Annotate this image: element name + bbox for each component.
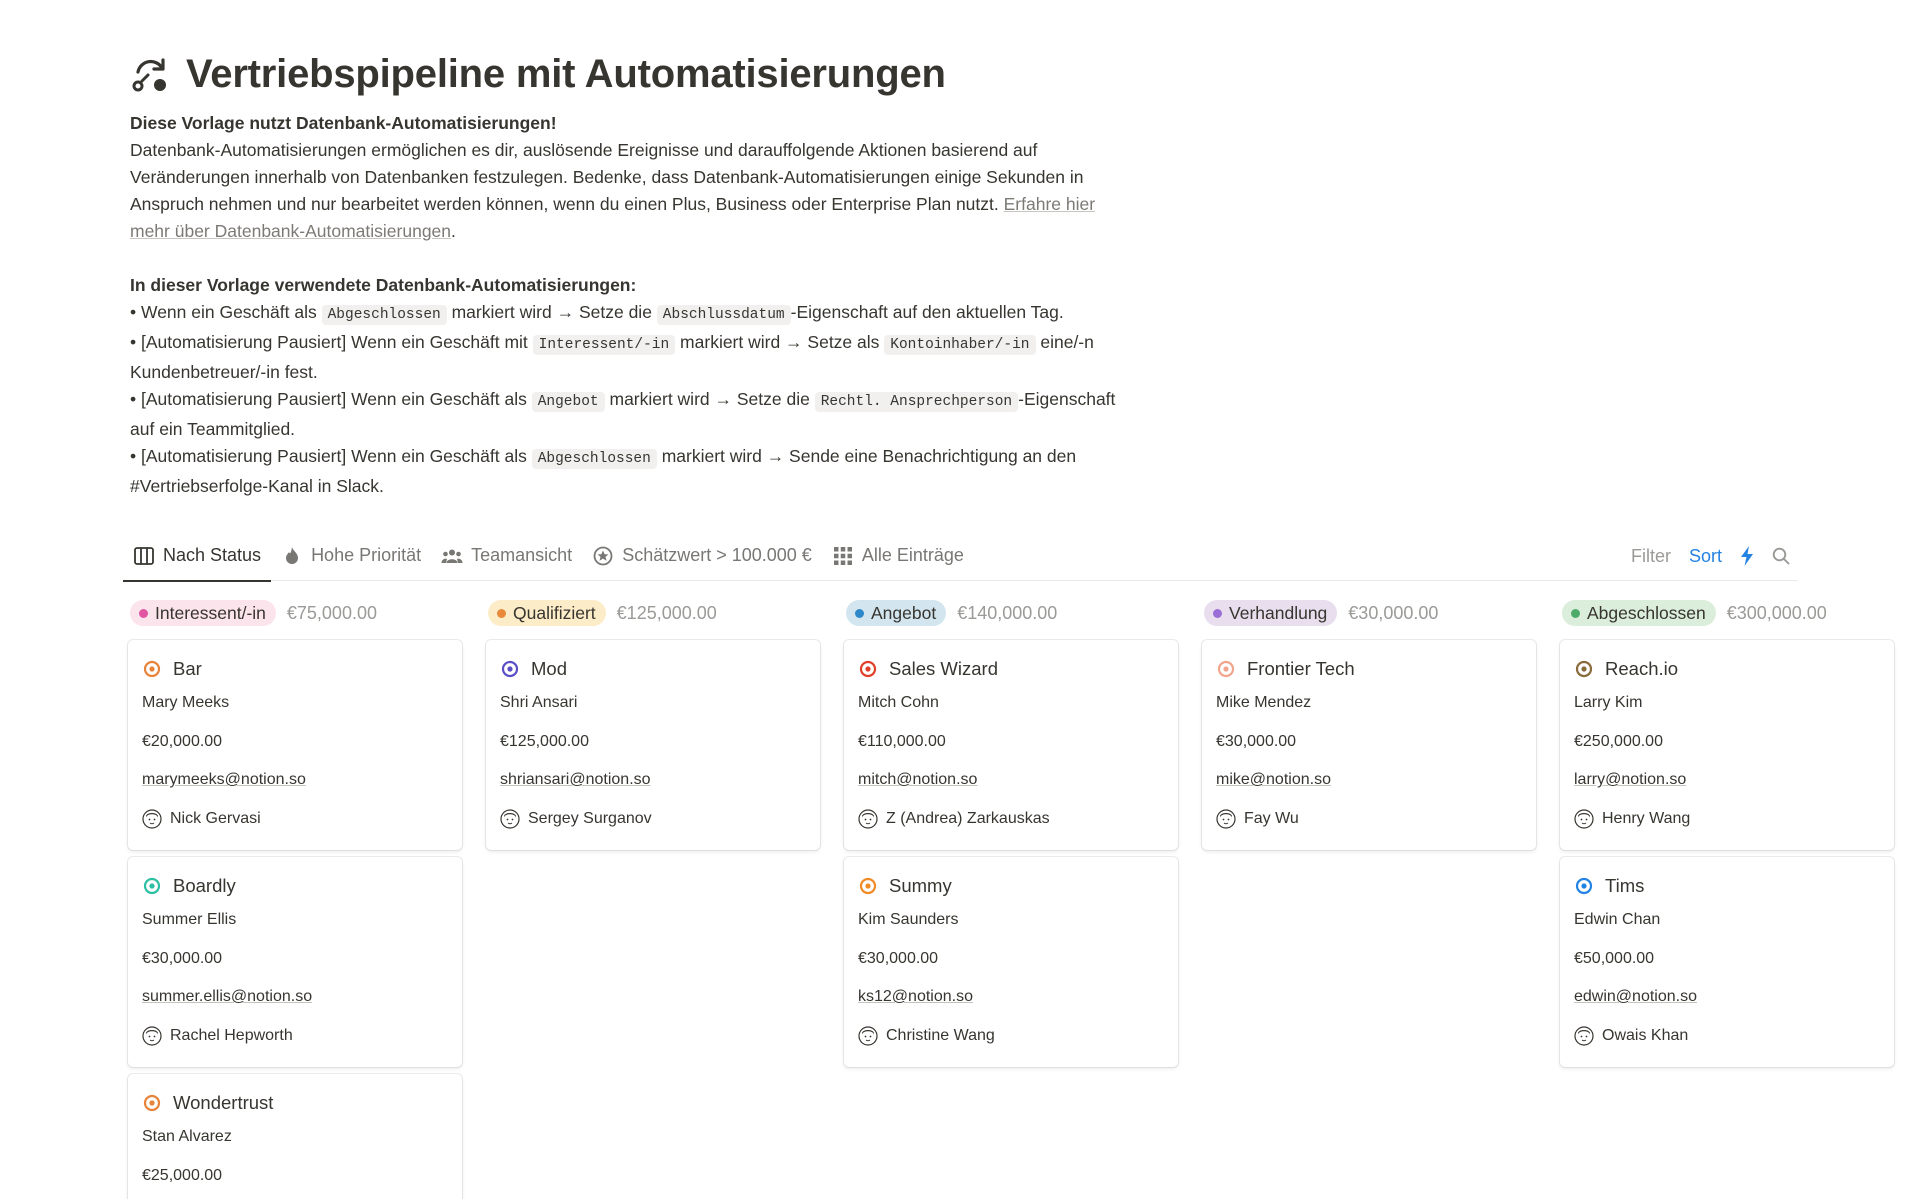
tab-label: Teamansicht: [471, 545, 573, 565]
contact-name: Kim Saunders: [858, 911, 959, 929]
card-title: [142, 871, 448, 901]
owner-row: [858, 1017, 1164, 1056]
owner-row: [500, 800, 806, 839]
badge-icon: [592, 545, 614, 567]
tab-label: Schätzwert > 100.000 €: [622, 545, 812, 565]
fire-icon: [281, 545, 303, 567]
bar-logo-icon: [142, 659, 162, 679]
column-sum: €140,000.00: [957, 602, 1058, 623]
column-header: [1560, 594, 1894, 632]
status-dot: [1571, 609, 1580, 618]
owner-row: [1574, 800, 1880, 839]
deal-value: €30,000.00: [142, 949, 223, 967]
automation-lightning-icon[interactable]: [1740, 546, 1754, 566]
card-list: [844, 640, 1178, 1067]
rule-text: eine/-n Kundenbetreuer/-in fest.: [130, 332, 1094, 382]
status-dot: [139, 609, 148, 618]
email-row: [1574, 761, 1880, 800]
owner-name: Sergey Surganov: [528, 809, 652, 827]
board-column: [486, 594, 820, 1199]
contact-name: Summer Ellis: [142, 911, 237, 929]
contact-name: Shri Ansari: [500, 694, 578, 712]
people-icon: [441, 545, 463, 567]
sort-button[interactable]: Sort: [1688, 545, 1722, 566]
status-pill[interactable]: [1562, 600, 1716, 626]
card-title: [1216, 654, 1522, 684]
contact-email[interactable]: mitch@notion.so: [858, 771, 978, 789]
deal-value: €125,000.00: [500, 732, 589, 750]
contact-email[interactable]: larry@notion.so: [1574, 771, 1687, 789]
status-label: Interessent/-in: [155, 602, 266, 623]
card-title: [142, 1088, 448, 1118]
tab-nach-status[interactable]: [123, 531, 271, 581]
owner-name: Owais Khan: [1602, 1026, 1689, 1044]
status-label: Abgeschlossen: [1587, 602, 1706, 623]
deal-value: €50,000.00: [1574, 949, 1655, 967]
deal-card[interactable]: [128, 1074, 462, 1199]
deal-card[interactable]: [1202, 640, 1536, 850]
automation-rule-1: [130, 299, 1130, 329]
tab-schaetzwert[interactable]: [582, 531, 822, 581]
card-list: [486, 640, 820, 850]
owner-name: Rachel Hepworth: [170, 1026, 293, 1044]
wondertrust-logo-icon: [142, 1093, 162, 1113]
owner-name: Nick Gervasi: [170, 809, 261, 827]
tab-label: Alle Einträge: [861, 545, 964, 565]
card-title: [1574, 871, 1880, 901]
status-dot: [497, 609, 506, 618]
company-name: Sales Wizard: [889, 658, 998, 679]
board-column: [844, 594, 1178, 1199]
company-name: Wondertrust: [173, 1092, 274, 1113]
rule-code: Kontoinhaber/-in: [884, 335, 1035, 355]
rule-text: -Eigenschaft auf den aktuellen Tag.: [790, 302, 1064, 322]
email-row: [142, 761, 448, 800]
status-dot: [1213, 609, 1222, 618]
contact-email[interactable]: marymeeks@notion.so: [142, 771, 306, 789]
pipeline-icon[interactable]: [130, 54, 170, 94]
view-toolbar: [1631, 531, 1798, 581]
column-header: [128, 594, 462, 632]
rule-code: Abgeschlossen: [532, 449, 657, 469]
contact-email[interactable]: edwin@notion.so: [1574, 988, 1697, 1006]
page-header: [130, 50, 1920, 500]
tims-logo-icon: [1574, 876, 1594, 896]
email-row: [1574, 978, 1880, 1017]
contact-name: Stan Alvarez: [142, 1128, 232, 1146]
board-column: [1202, 594, 1536, 1199]
avatar: [1574, 809, 1594, 829]
board-column: [1560, 594, 1894, 1199]
rule-text: markiert wird → Sende eine Benachrichtigung an den #Vertriebserfolge-Kanal in Slack.: [130, 446, 1077, 496]
deal-card[interactable]: [1560, 857, 1894, 1067]
contact-email[interactable]: summer.ellis@notion.so: [142, 988, 313, 1006]
status-pill[interactable]: [130, 600, 276, 626]
rule-code: Rechtl. Ansprechperson: [815, 392, 1018, 412]
company-name: Bar: [173, 658, 202, 679]
deal-card[interactable]: [128, 857, 462, 1067]
automations-heading: In dieser Vorlage verwendete Datenbank-Automatisierungen:: [130, 275, 637, 295]
intro-heading: Diese Vorlage nutzt Datenbank-Automatisierungen!: [130, 113, 557, 133]
rule-code: Interessent/-in: [533, 335, 676, 355]
kanban-board: [128, 594, 1894, 1199]
contact-email[interactable]: shriansari@notion.so: [500, 771, 651, 789]
reachio-logo-icon: [1574, 659, 1594, 679]
deal-value: €25,000.00: [142, 1166, 223, 1184]
view-tabs-bar: [123, 531, 1798, 581]
column-header: [844, 594, 1178, 632]
card-list: [1202, 640, 1536, 850]
saleswizard-logo-icon: [858, 659, 878, 679]
avatar: [1574, 1026, 1594, 1046]
owner-row: [1574, 1017, 1880, 1056]
tab-alle-eintraege[interactable]: [822, 531, 974, 581]
avatar: [858, 1026, 878, 1046]
card-title: [858, 654, 1164, 684]
status-label: Qualifiziert: [513, 602, 596, 623]
rule-code: Abgeschlossen: [322, 305, 447, 325]
column-header: [486, 594, 820, 632]
company-name: Boardly: [173, 875, 236, 896]
automation-rule-3: [130, 386, 1130, 443]
avatar: [142, 809, 162, 829]
automation-rule-4: [130, 443, 1130, 500]
board-icon: [133, 545, 155, 567]
boardly-logo-icon: [142, 876, 162, 896]
contact-email[interactable]: ks12@notion.so: [858, 988, 973, 1006]
email-row: [1216, 761, 1522, 800]
rule-text: • [Automatisierung Pausiert] Wenn ein Geschäft mit: [130, 332, 533, 352]
column-header: [1202, 594, 1536, 632]
search-icon[interactable]: [1772, 547, 1790, 565]
status-pill[interactable]: [488, 600, 606, 626]
email-row: [500, 761, 806, 800]
email-row: [142, 978, 448, 1017]
rule-text: markiert wird → Setze als: [675, 332, 885, 352]
tab-label: Nach Status: [163, 545, 262, 565]
status-dot: [855, 609, 864, 618]
intro-period: .: [451, 221, 456, 241]
card-title: [500, 654, 806, 684]
column-sum: €30,000.00: [1348, 602, 1439, 623]
grid-icon: [832, 545, 854, 567]
contact-name: Larry Kim: [1574, 694, 1643, 712]
company-name: Summy: [889, 875, 952, 896]
card-title: [142, 654, 448, 684]
avatar: [500, 809, 520, 829]
automation-rule-2: [130, 329, 1130, 386]
avatar: [1216, 809, 1236, 829]
rule-text: markiert wird → Setze die: [446, 302, 657, 322]
deal-card[interactable]: [1560, 640, 1894, 850]
owner-row: [1216, 800, 1522, 839]
deal-card[interactable]: [844, 640, 1178, 850]
spacer: [130, 245, 1130, 272]
tab-teamansicht[interactable]: [431, 531, 582, 581]
owner-name: Z (Andrea) Zarkauskas: [886, 809, 1050, 827]
company-name: Mod: [531, 658, 567, 679]
company-name: Tims: [1605, 875, 1645, 896]
status-pill[interactable]: [846, 600, 946, 626]
company-name: Reach.io: [1605, 658, 1679, 679]
board-column: [128, 594, 462, 1199]
title-row: [130, 50, 1920, 98]
description: [130, 110, 1130, 500]
tab-label: Hohe Priorität: [311, 545, 422, 565]
rule-text: markiert wird → Setze die: [604, 389, 815, 409]
status-label: Angebot: [871, 602, 937, 623]
deal-value: €20,000.00: [142, 732, 223, 750]
card-title: [858, 871, 1164, 901]
contact-email[interactable]: mike@notion.so: [1216, 771, 1331, 789]
owner-row: [858, 800, 1164, 839]
company-name: Frontier Tech: [1247, 658, 1355, 679]
contact-name: Mary Meeks: [142, 694, 230, 712]
learn-more-link[interactable]: Erfahre hier mehr über Datenbank-Automatisierungen: [130, 194, 1096, 241]
tab-hohe-prioritaet[interactable]: [271, 531, 431, 581]
rule-text: • [Automatisierung Pausiert] Wenn ein Geschäft als: [130, 446, 532, 466]
status-pill[interactable]: [1204, 600, 1337, 626]
email-row: [858, 761, 1164, 800]
deal-card[interactable]: [844, 857, 1178, 1067]
intro-paragraph: [130, 137, 1130, 245]
column-sum: €300,000.00: [1726, 602, 1827, 623]
rule-text: • Wenn ein Geschäft als: [130, 302, 322, 322]
owner-row: [142, 1017, 448, 1056]
owner-name: Fay Wu: [1244, 809, 1299, 827]
contact-name: Edwin Chan: [1574, 911, 1661, 929]
intro-text: Datenbank-Automatisierungen ermöglichen es dir, auslösende Ereignisse und darauffolgende Aktionen basierend auf Veränderungen innerhalb von Datenbanken festzulegen. Bedenke, dass Datenbank-Automatisierungen einige Sekunden in Anspruch nehmen und nur bearbeitet werden können, wenn du einen Plus, Business oder Enterprise Plan nutzt.: [130, 140, 1084, 214]
rule-text: -Eigenschaft auf ein Teammitglied.: [130, 389, 1116, 439]
deal-card[interactable]: [128, 640, 462, 850]
email-row: [858, 978, 1164, 1017]
deal-value: €250,000.00: [1574, 732, 1663, 750]
status-label: Verhandlung: [1229, 602, 1328, 623]
avatar: [858, 809, 878, 829]
contact-name: Mike Mendez: [1216, 694, 1312, 712]
mod-logo-icon: [500, 659, 520, 679]
frontiertech-logo-icon: [1216, 659, 1236, 679]
rule-text: • [Automatisierung Pausiert] Wenn ein Geschäft als: [130, 389, 532, 409]
deal-value: €110,000.00: [858, 732, 946, 750]
owner-row: [142, 800, 448, 839]
filter-button[interactable]: Filter: [1630, 545, 1671, 566]
avatar: [142, 1026, 162, 1046]
page-title: Vertriebspipeline mit Automatisierungen: [186, 51, 946, 96]
rule-code: Angebot: [532, 392, 605, 412]
card-list: [128, 640, 462, 1199]
owner-name: Christine Wang: [886, 1026, 995, 1044]
deal-value: €30,000.00: [858, 949, 939, 967]
rule-code: Abschlussdatum: [657, 305, 791, 325]
column-sum: €125,000.00: [616, 602, 717, 623]
deal-value: €30,000.00: [1216, 732, 1297, 750]
contact-name: Mitch Cohn: [858, 694, 939, 712]
owner-name: Henry Wang: [1602, 809, 1691, 827]
card-list: [1560, 640, 1894, 1067]
deal-card[interactable]: [486, 640, 820, 850]
card-title: [1574, 654, 1880, 684]
summy-logo-icon: [858, 876, 878, 896]
column-sum: €75,000.00: [286, 602, 377, 623]
